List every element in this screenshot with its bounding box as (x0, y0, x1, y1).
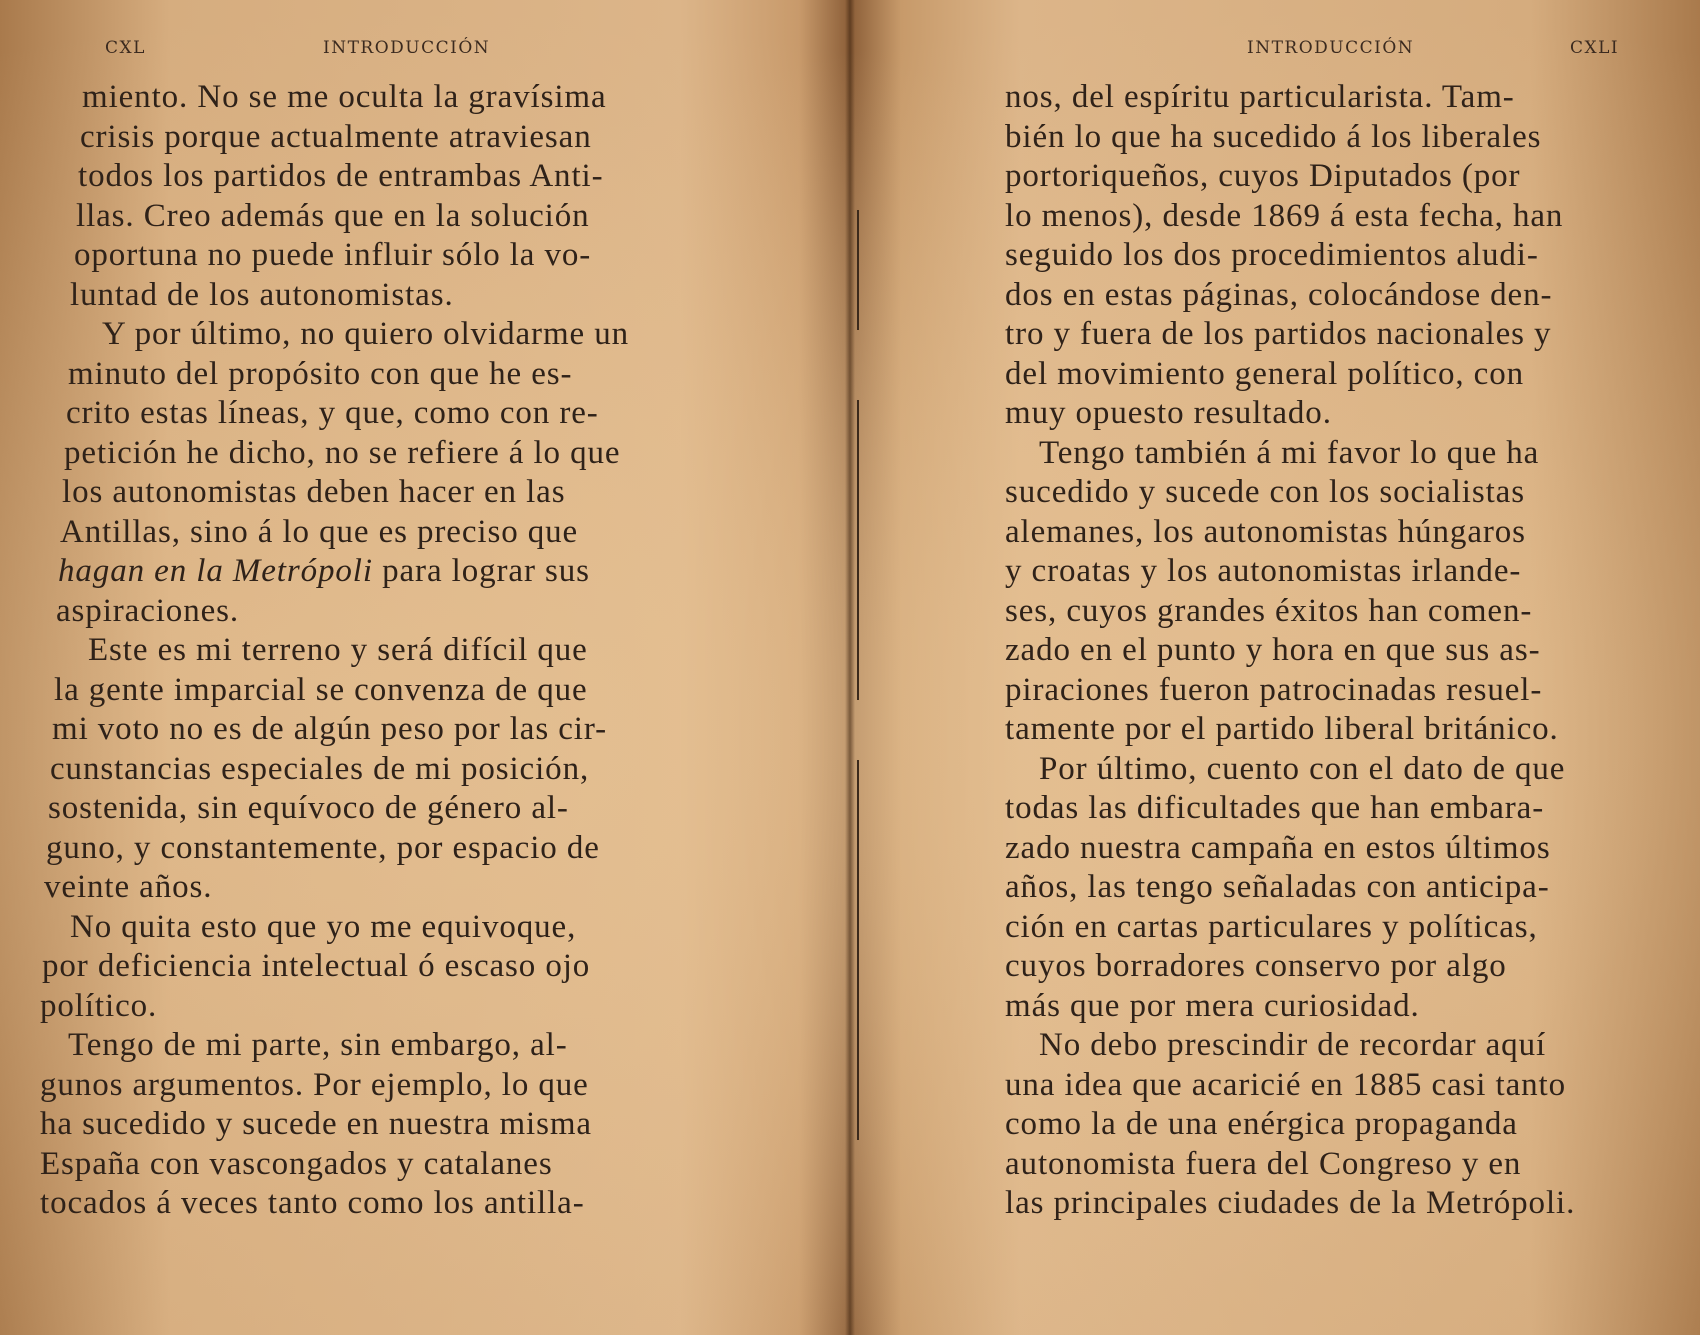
text-line: sostenida, sin equívoco de género al- (48, 790, 569, 826)
text-line: tocados á veces tanto como los antilla- (40, 1185, 585, 1221)
text-line: portoriqueños, cuyos Diputados (por (1005, 158, 1521, 194)
text-line: como la de una enérgica propaganda (1005, 1106, 1518, 1142)
running-head-left: INTRODUCCIÓN (323, 38, 491, 58)
text-line: muy opuesto resultado. (1005, 395, 1332, 431)
text-line: zado nuestra campaña en estos últimos (1005, 829, 1551, 866)
text-line: tamente por el partido liberal británico. (1005, 711, 1559, 747)
text-line: político. (40, 987, 158, 1024)
running-head-right: INTRODUCCIÓN (1247, 38, 1415, 58)
text-line: todos los partidos de entrambas Anti- (78, 158, 604, 194)
text-line: alemanes, los autonomistas húngaros (1005, 513, 1526, 550)
text-line: años, las tengo señaladas con anticipa- (1005, 869, 1550, 905)
text-line-italic (40, 552, 740, 592)
text-line: crisis porque actualmente atraviesan (80, 118, 592, 155)
text-line: luntad de los autonomistas. (70, 276, 454, 313)
right-page (850, 0, 1700, 1335)
text-line: veinte años. (44, 869, 213, 905)
text-line: lo menos), desde 1869 á esta fecha, han (1005, 197, 1564, 234)
text-line: Tengo de mi parte, sin embargo, al- (68, 1027, 568, 1063)
italic-emphasis: hagan en la Metrópoli (58, 553, 373, 589)
text-line: dos en estas páginas, colocándose den- (1005, 276, 1553, 313)
text-line: cuyos borradores conservo por algo (1005, 948, 1507, 984)
text-line: llas. Creo además que en la solución (76, 197, 590, 234)
text-line: petición he dicho, no se refiere á lo que (64, 434, 621, 471)
text-line: y croatas y los autonomistas irlande- (1005, 553, 1522, 589)
text-line: miento. No se me oculta la gravísima (82, 79, 607, 115)
text-line: piraciones fueron patrocinadas resuel- (1005, 671, 1543, 708)
text-line: ses, cuyos grandes éxitos han comen- (1005, 592, 1533, 629)
text-line: una idea que acaricié en 1885 casi tanto (1005, 1066, 1567, 1103)
text-line: bién lo que ha sucedido á los liberales (1005, 118, 1542, 155)
text-line: sucedido y sucede con los socialistas (1005, 474, 1525, 510)
right-page-body (1005, 78, 1576, 1224)
text-line: tro y fuera de los partidos nacionales y (1005, 316, 1552, 352)
text-line: mi voto no es de algún peso por las cir- (52, 711, 607, 747)
text-line: No quita esto que yo me equivoque, (70, 908, 577, 945)
text-line: No debo prescindir de recordar aquí (1039, 1027, 1547, 1063)
folio-right: CXLI (1570, 38, 1620, 58)
text-line: más que por mera curiosidad. (1005, 987, 1420, 1024)
text-line: Por último, cuento con el dato de que (1039, 750, 1566, 787)
text-line: las principales ciudades de la Metrópoli. (1005, 1185, 1576, 1221)
text-line: Antillas, sino á lo que es preciso que (60, 513, 579, 550)
text-line: crito estas líneas, y que, como con re- (66, 395, 599, 431)
text-line: zado en el punto y hora en que sus as- (1005, 632, 1541, 668)
text-line: seguido los dos procedimientos aludi- (1005, 237, 1539, 273)
text-line: Tengo también á mi favor lo que ha (1039, 434, 1540, 471)
text-line: minuto del propósito con que he es- (68, 355, 573, 392)
text-line: nos, del espíritu particularista. Tam- (1005, 79, 1515, 115)
text-line: por deficiencia intelectual ó escaso ojo (42, 948, 591, 984)
folio-left: CXL (105, 38, 146, 58)
text-line: Este es mi terreno y será difícil que (88, 632, 588, 668)
text-line: gunos argumentos. Por ejemplo, lo que (40, 1066, 589, 1103)
text-line: los autonomistas deben hacer en las (62, 474, 566, 510)
text-line: ha sucedido y sucede en nuestra misma (40, 1106, 592, 1142)
text-line: todas las dificultades que han embara- (1005, 790, 1545, 826)
text-line: guno, y constantemente, por espacio de (46, 829, 600, 866)
text-line: autonomista fuera del Congreso y en (1005, 1145, 1522, 1182)
text-line: ción en cartas particulares y políticas, (1005, 908, 1538, 945)
text-line: aspiraciones. (56, 592, 240, 629)
text-line: la gente imparcial se convenza de que (54, 671, 588, 708)
text-line: Y por último, no quiero olvidarme un (102, 316, 630, 352)
text-line: oportuna no puede influir sólo la vo- (74, 237, 592, 273)
text-line: del movimiento general político, con (1005, 355, 1525, 392)
text-fragment: para lograr sus (372, 553, 590, 589)
text-line: cunstancias especiales de mi posición, (50, 750, 590, 787)
left-page-body (40, 78, 740, 1224)
text-line: España con vascongados y catalanes (40, 1145, 553, 1182)
